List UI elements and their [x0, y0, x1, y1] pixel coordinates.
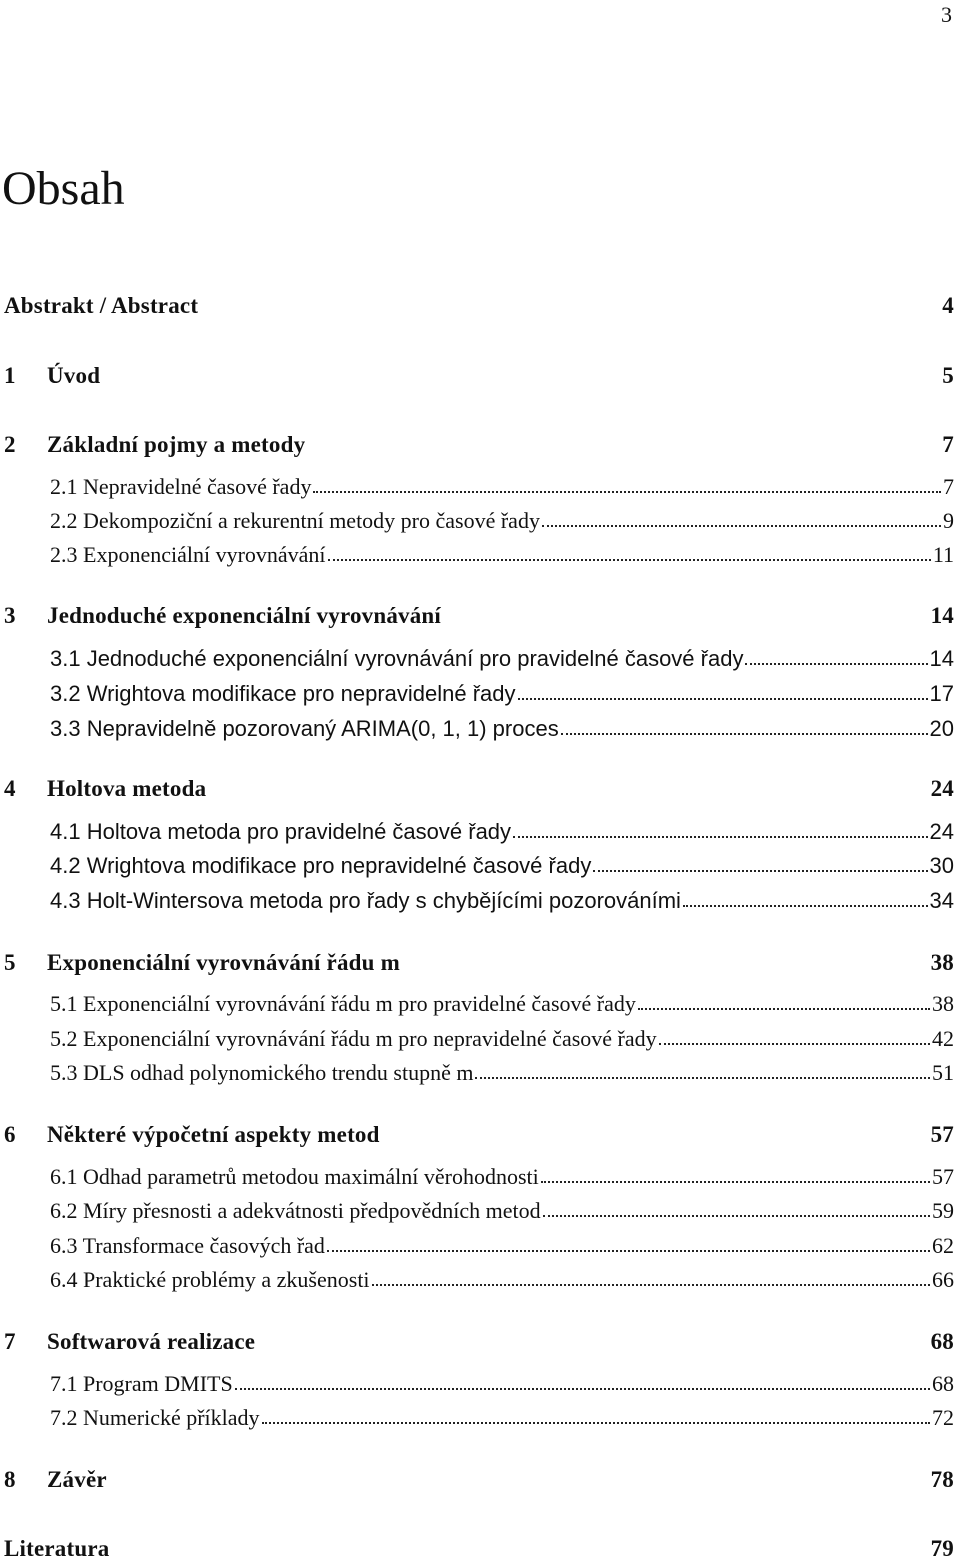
toc-entry-section-6-4[interactable]: [50, 1269, 954, 1291]
toc-entry-section-6-2[interactable]: [50, 1200, 954, 1222]
toc-entry-section-5-1[interactable]: [50, 993, 954, 1015]
page-title: Obsah: [2, 162, 125, 215]
toc-entry-label: 2.2 Dekompoziční a rekurentní metody pro časové řady: [50, 508, 540, 533]
toc-entry-page: 62: [932, 1233, 954, 1258]
toc-entry-label: 2.3 Exponenciální vyrovnávání: [50, 542, 326, 567]
toc-entry-page: 78: [930, 1467, 954, 1492]
toc-entry-number: 5: [4, 950, 16, 975]
toc-entry-page: 14: [930, 603, 954, 628]
toc-entry-label: 3.1 Jednoduché exponenciální vyrovnávání pro pravidelné časové řady: [50, 646, 744, 671]
toc-entry-label: 6.2 Míry přesnosti a adekvátnosti předpovědních metod: [50, 1198, 541, 1223]
toc-entry-label: Exponenciální vyrovnávání řádu m: [47, 950, 400, 975]
dot-leader: [561, 732, 928, 735]
toc-entry-page: 59: [932, 1198, 954, 1223]
toc-entry-section-4-3[interactable]: [50, 890, 954, 912]
dot-leader: [683, 904, 928, 907]
toc-entry-label: 4.3 Holt-Wintersova metoda pro řady s chybějícími pozorováními: [50, 888, 681, 913]
toc-entry-label: Softwarová realizace: [47, 1329, 256, 1354]
toc-entry-label: 4.2 Wrightova modifikace pro nepravidelné časové řady: [50, 853, 592, 878]
toc-entry-page: 57: [932, 1164, 954, 1189]
toc-entry-number: 2: [4, 432, 16, 457]
toc-entry-label: Úvod: [47, 363, 101, 388]
toc-entry-page: 68: [932, 1371, 954, 1396]
toc-entry-page: 79: [930, 1536, 954, 1561]
dot-leader: [235, 1387, 930, 1390]
page-number: 3: [941, 2, 952, 27]
toc-entry-label: Některé výpočetní aspekty metod: [47, 1122, 380, 1147]
dot-leader: [262, 1421, 930, 1424]
toc-entry-label: 3.2 Wrightova modifikace pro nepravidelné řady: [50, 681, 516, 706]
toc-entry-section-7-1[interactable]: [50, 1373, 954, 1395]
toc-entry-label: 2.1 Nepravidelné časové řady: [50, 474, 312, 499]
toc-entry-label: 5.1 Exponenciální vyrovnávání řádu m pro pravidelné časové řady: [50, 991, 636, 1016]
toc-entry-number: 6: [4, 1122, 16, 1147]
toc-entry-page: 34: [929, 888, 954, 913]
toc-entry-section-3-2[interactable]: [50, 683, 954, 705]
toc-entry-section-2-3[interactable]: [50, 544, 954, 566]
toc-entry-section-3-1[interactable]: [50, 648, 954, 670]
toc-entry-page: 17: [929, 681, 954, 706]
toc-entry-section-6-3[interactable]: [50, 1235, 954, 1257]
dot-leader: [638, 1007, 930, 1010]
toc-entry-page: 20: [929, 716, 954, 741]
dot-leader: [313, 490, 941, 493]
toc-entry-page: 7: [943, 474, 954, 499]
toc-entry-page: 9: [943, 508, 954, 533]
dot-leader: [659, 1042, 930, 1045]
dot-leader: [542, 524, 941, 527]
toc-entry-page: 72: [932, 1405, 954, 1430]
toc-entry-page: 24: [930, 776, 954, 801]
toc-entry-label: 4.1 Holtova metoda pro pravidelné časové řady: [50, 819, 512, 844]
toc-entry-chapter-7[interactable]: [4, 1330, 954, 1353]
dot-leader: [593, 869, 927, 872]
toc-entry-page: 38: [932, 991, 954, 1016]
toc-entry-label: Základní pojmy a metody: [47, 432, 306, 457]
toc-entry-number: 8: [4, 1467, 16, 1492]
dot-leader: [328, 558, 931, 561]
toc-entry-page: 38: [930, 950, 954, 975]
toc-entry-number: 7: [4, 1329, 16, 1354]
toc-entry-chapter-2[interactable]: [4, 433, 954, 456]
toc-entry-label: Jednoduché exponenciální vyrovnávání: [47, 603, 442, 628]
toc-entry-chapter-6[interactable]: [4, 1123, 954, 1146]
toc-entry-page: 68: [930, 1329, 954, 1354]
toc-entry-abstract[interactable]: [4, 294, 954, 317]
toc-entry-section-3-3[interactable]: [50, 718, 954, 740]
dot-leader: [327, 1249, 930, 1252]
toc-entry-number: 4: [4, 776, 16, 801]
toc-entry-section-4-2[interactable]: [50, 855, 954, 877]
toc-entry-page: 66: [932, 1267, 954, 1292]
toc-entry-page: 51: [932, 1060, 954, 1085]
toc-entry-chapter-3[interactable]: [4, 604, 954, 627]
toc-entry-section-7-2[interactable]: [50, 1407, 954, 1429]
toc-entry-chapter-8[interactable]: [4, 1468, 954, 1491]
dot-leader: [543, 1214, 930, 1217]
dot-leader: [372, 1283, 930, 1286]
toc-entry-label: 5.2 Exponenciální vyrovnávání řádu m pro nepravidelné časové řady: [50, 1026, 657, 1051]
toc-entry-section-2-2[interactable]: [50, 510, 954, 532]
toc-entry-section-5-2[interactable]: [50, 1028, 954, 1050]
dot-leader: [745, 662, 927, 665]
toc-entry-page: 7: [942, 432, 954, 457]
toc-entry-label: 6.3 Transformace časových řad: [50, 1233, 325, 1258]
toc-entry-label: 6.1 Odhad parametrů metodou maximální věrohodnosti: [50, 1164, 539, 1189]
toc-entry-page: 57: [930, 1122, 954, 1147]
toc-entry-label: 3.3 Nepravidelně pozorovaný ARIMA(0, 1, 1) proces: [50, 716, 559, 741]
toc-entry-chapter-4[interactable]: [4, 777, 954, 800]
toc-entry-section-5-3[interactable]: [50, 1062, 954, 1084]
toc-entry-label: 5.3 DLS odhad polynomického trendu stupně m: [50, 1060, 474, 1085]
toc-entry-label: 7.2 Numerické příklady: [50, 1405, 260, 1430]
toc-entry-label: 6.4 Praktické problémy a zkušenosti: [50, 1267, 370, 1292]
toc-entry-page: 11: [932, 542, 954, 567]
toc-entry-page: 24: [929, 819, 954, 844]
toc-entry-page: 4: [942, 293, 954, 318]
toc-entry-label: Holtova metoda: [47, 776, 207, 801]
toc-entry-number: 1: [4, 363, 16, 388]
toc-entry-chapter-1[interactable]: [4, 364, 954, 387]
toc-entry-label: Závěr: [47, 1467, 107, 1492]
toc-entry-label: 7.1 Program DMITS: [50, 1371, 233, 1396]
toc-entry-page: 30: [929, 853, 954, 878]
toc-entry-label: Literatura: [4, 1536, 110, 1561]
toc-entry-section-4-1[interactable]: [50, 821, 954, 843]
toc-entry-page: 42: [932, 1026, 954, 1051]
dot-leader: [513, 835, 927, 838]
dot-leader: [475, 1076, 930, 1079]
dot-leader: [541, 1180, 930, 1183]
toc-entry-label: Abstrakt / Abstract: [4, 293, 199, 318]
toc-entry-page: 5: [942, 363, 954, 388]
toc-entry-literatura[interactable]: [4, 1537, 954, 1560]
dot-leader: [518, 697, 928, 700]
toc-entry-chapter-5[interactable]: [4, 951, 954, 974]
toc-entry-section-6-1[interactable]: [50, 1166, 954, 1188]
toc-entry-page: 14: [929, 646, 954, 671]
toc-entry-section-2-1[interactable]: [50, 476, 954, 498]
toc-entry-number: 3: [4, 603, 16, 628]
